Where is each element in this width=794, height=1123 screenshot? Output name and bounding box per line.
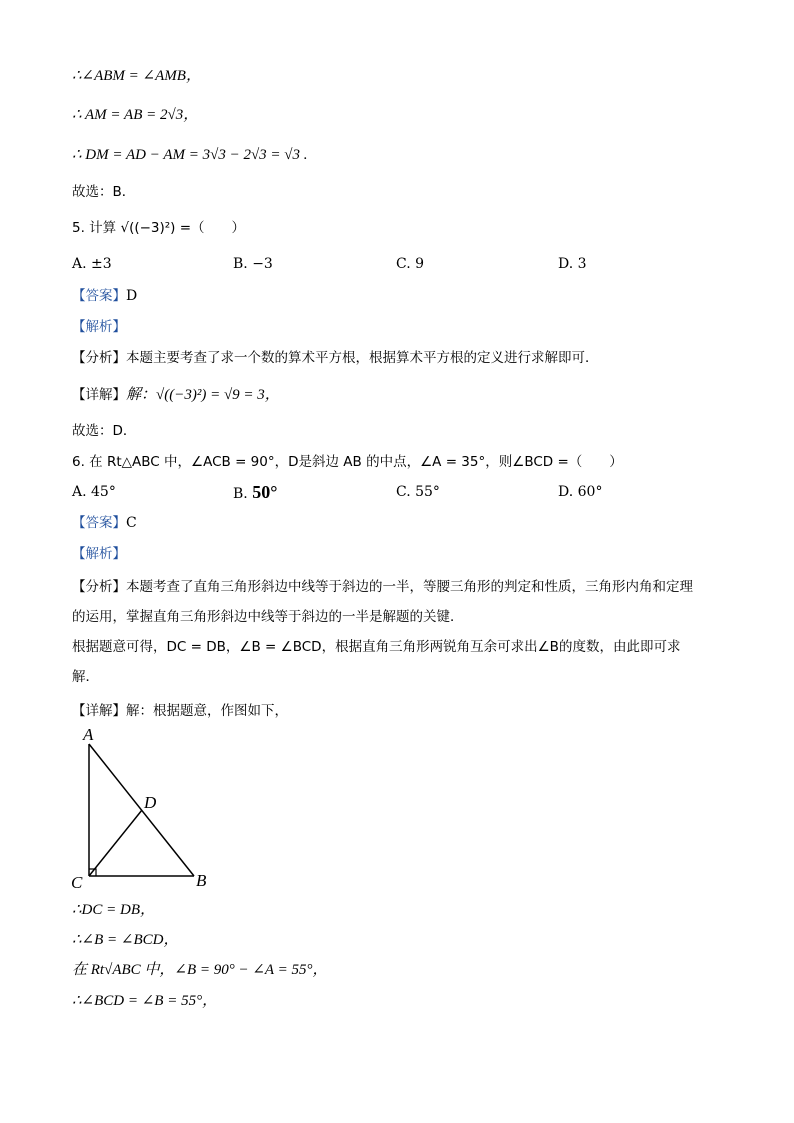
q5-xiangjie-row xyxy=(72,385,280,405)
proof-line-2: ∴ AM = AB = 2√3， xyxy=(72,107,199,123)
analysis-tag: 【解析】 xyxy=(72,319,126,335)
q6-step-3: 在 Rt√ABC 中，∠B = 90° − ∠A = 55°， xyxy=(72,962,328,978)
q6-reason-line-1: 根据题意可得，DC = DB，∠B = ∠BCD，根据直角三角形两锐角互余可求出∠B的度数，由此即可求 xyxy=(72,639,681,655)
q5-answer: D xyxy=(126,288,138,304)
q5-option-d: D. 3 xyxy=(558,256,587,272)
q6-fenxi-line-2: 的运用，掌握直角三角形斜边中线等于斜边的一半是解题的关键． xyxy=(72,609,464,625)
q6-fenxi-paragraph xyxy=(72,572,722,692)
q6-xiangjie-row xyxy=(72,701,288,721)
segment-cd xyxy=(89,810,142,876)
q6-answer: C xyxy=(126,515,137,531)
q6-option-b-value: 50° xyxy=(252,482,278,502)
label-b: B xyxy=(196,871,207,890)
triangle-figure xyxy=(66,724,226,894)
q6-option-b xyxy=(233,482,277,504)
answer-tag: 【答案】 xyxy=(72,515,126,531)
q6-step-2: ∴∠B = ∠BCD， xyxy=(72,932,179,948)
fenxi-tag: 【分析】 xyxy=(72,350,126,366)
q6-reason-line-2: 解． xyxy=(72,669,99,685)
q5-fenxi-row xyxy=(72,348,599,368)
q6-fenxi-line-1: 【分析】本题考查了直角三角形斜边中线等于斜边的一半，等腰三角形的判定和性质，三角形内角和定理 xyxy=(72,579,693,595)
q6-analysis-row xyxy=(72,544,126,564)
q6-option-b-letter: B. xyxy=(233,486,248,502)
q5-fenxi-text: 本题主要考查了求一个数的算术平方根，根据算术平方根的定义进行求解即可． xyxy=(126,350,599,366)
label-d: D xyxy=(144,793,157,812)
analysis-tag: 【解析】 xyxy=(72,546,126,562)
answer-tag: 【答案】 xyxy=(72,288,126,304)
q5-xiangjie-text: 解：√((−3)²) = √9 = 3， xyxy=(126,387,280,403)
label-a: A xyxy=(83,725,94,744)
q6-step-4: ∴∠BCD = ∠B = 55°， xyxy=(72,993,218,1009)
proof-line-1: ∴∠ABM = ∠AMB， xyxy=(72,68,201,84)
q5-option-a: A. ±3 xyxy=(72,256,112,272)
q6-option-a: A. 45° xyxy=(72,484,116,500)
fenxi-tag: 【分析】 xyxy=(72,579,126,595)
choose-line-1: 故选：B． xyxy=(72,184,136,200)
q6-answer-row xyxy=(72,513,137,533)
q6-stem: 6. 在 Rt△ABC 中，∠ACB = 90°，D是斜边 AB 的中点，∠A = 35°，则∠BCD =（ ） xyxy=(72,454,623,470)
q6-option-d: D. 60° xyxy=(558,484,603,500)
q5-analysis-row xyxy=(72,317,126,337)
q5-option-b: B. −3 xyxy=(233,256,273,272)
proof-line-3: ∴ DM = AD − AM = 3√3 − 2√3 = √3 . xyxy=(72,147,308,163)
label-c: C xyxy=(71,873,83,892)
xiangjie-tag: 【详解】 xyxy=(72,387,126,403)
xiangjie-tag: 【详解】 xyxy=(72,703,126,719)
q6-xiangjie-text: 解：根据题意，作图如下， xyxy=(126,703,288,719)
q5-choose: 故选：D． xyxy=(72,423,137,439)
q6-option-c: C. 55° xyxy=(396,484,440,500)
q5-stem: 5. 计算 √((−3)²) =（ ） xyxy=(72,220,246,236)
q5-answer-row xyxy=(72,286,137,306)
q6-step-1: ∴DC = DB， xyxy=(72,902,155,918)
q5-option-c: C. 9 xyxy=(396,256,425,272)
